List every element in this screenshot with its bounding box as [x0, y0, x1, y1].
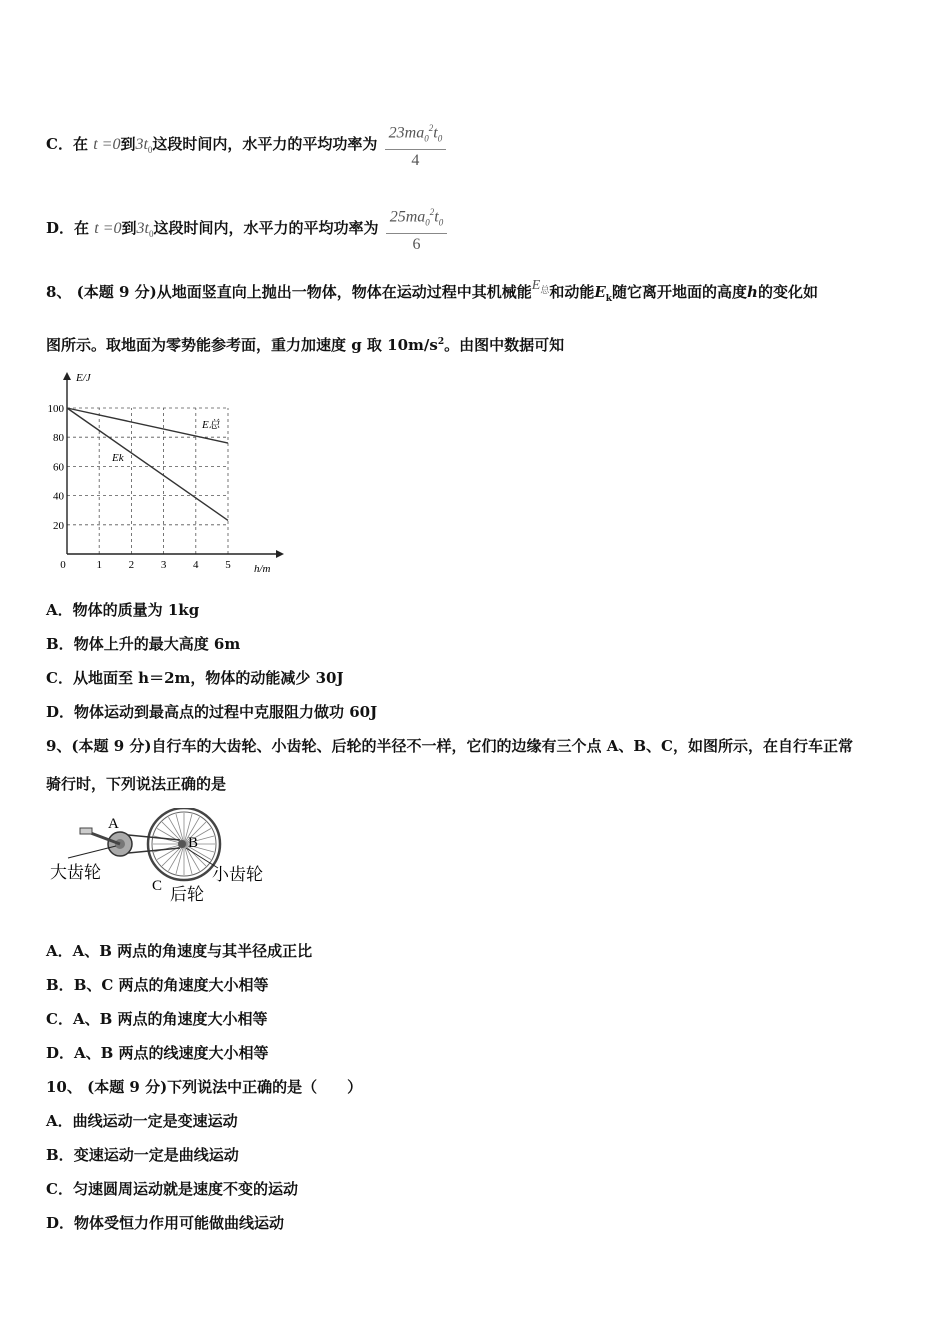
- x-tick-label: 4: [193, 559, 199, 571]
- option-label: D．: [46, 218, 75, 237]
- option-label: B．: [46, 635, 74, 653]
- option-label: C．: [46, 1180, 73, 1198]
- y-tick-label: 60: [53, 461, 64, 474]
- q10-option-b: [46, 1145, 239, 1165]
- q9-stem-line2: 骑行时，下列说法正确的是: [46, 775, 227, 793]
- q8-stem-line1: [46, 278, 818, 309]
- y-axis-arrow: [63, 372, 71, 380]
- q10-option-c: [46, 1179, 298, 1199]
- y-axis-label: E/J: [76, 372, 91, 384]
- option-text: 曲线运动一定是变速运动: [72, 1112, 238, 1130]
- series: [67, 408, 228, 520]
- option-label: C．: [46, 134, 73, 153]
- fraction: [385, 118, 447, 172]
- denominator: 4: [411, 151, 420, 169]
- q8-option-d: [46, 702, 377, 722]
- q8-option-c: [46, 668, 344, 688]
- option-text: 物体受恒力作用可能做曲线运动: [74, 1214, 285, 1232]
- q9-option-c: [46, 1009, 268, 1029]
- x-tick-label: 5: [225, 559, 231, 571]
- superscript: 2: [437, 337, 445, 347]
- point-c-label: C: [152, 878, 163, 894]
- option-label: B．: [46, 976, 74, 994]
- stem-text: 。由图中数据可知: [444, 336, 565, 354]
- option-text: 这段时间内，水平力的平均功率为: [153, 218, 379, 237]
- q9-option-b: [46, 975, 269, 995]
- math-t0: t =0: [94, 219, 122, 237]
- point-a-label: A: [108, 816, 119, 832]
- leader-big-gear: [68, 846, 116, 858]
- stem-text: 图所示。取地面为零势能参考面，重力加速度 g 取 10m/s: [46, 336, 438, 354]
- math-t0: t =0: [93, 135, 121, 153]
- option-label: A．: [46, 1112, 73, 1130]
- bicycle-gear-figure: [48, 808, 278, 912]
- y-tick-label: 40: [53, 490, 64, 503]
- option-text: 物体上升的最大高度 6m: [73, 635, 241, 653]
- x-tick-label: 3: [160, 559, 167, 571]
- option-text: A、B 两点的角速度大小相等: [72, 1010, 268, 1028]
- option-text: 从地面至 h＝2m，物体的动能减少 30J: [72, 669, 344, 687]
- small-gear: [178, 840, 186, 848]
- option-text: 到: [121, 218, 137, 237]
- option-label: B．: [46, 1146, 74, 1164]
- q8-option-b: [46, 634, 240, 654]
- math-ek: $E_k$: [594, 283, 613, 304]
- option-text: B、C 两点的角速度大小相等: [73, 976, 269, 994]
- q8-stem-line2: [46, 332, 564, 355]
- option-label: C．: [46, 1010, 73, 1028]
- q10-stem: 10、 (本题 9 分)下列说法中正确的是（ ）: [46, 1078, 363, 1096]
- x-axis-label: h/m: [254, 563, 271, 575]
- small-gear-label: 小齿轮: [212, 865, 263, 884]
- q7-option-c: [46, 118, 448, 172]
- option-label: A．: [46, 942, 73, 960]
- q9-option-a: [46, 941, 312, 961]
- big-gear-label: 大齿轮: [50, 863, 101, 882]
- option-text: 在: [72, 134, 88, 153]
- energy-height-chart: [40, 368, 290, 580]
- option-text: A、B 两点的角速度与其半径成正比: [72, 942, 313, 960]
- denominator: 6: [412, 235, 421, 253]
- q9-option-d: [46, 1043, 269, 1063]
- q7-option-d: [46, 202, 449, 256]
- x-tick-label: 2: [128, 559, 135, 571]
- y-tick-label: 80: [53, 432, 64, 445]
- point-b-label: B: [188, 835, 199, 851]
- q8-option-a: [46, 600, 199, 620]
- y-tick-label: 100: [47, 403, 64, 415]
- x-axis-arrow: [276, 550, 284, 558]
- option-text: 变速运动一定是曲线运动: [73, 1146, 239, 1164]
- stem-text: 和动能: [549, 283, 595, 301]
- option-text: A、B 两点的线速度大小相等: [74, 1044, 269, 1062]
- option-label: C．: [46, 669, 73, 687]
- origin-label: 0: [60, 559, 66, 571]
- axes: [60, 372, 284, 575]
- x-tick-label: 1: [96, 559, 102, 571]
- numerator: $23ma_0^2t_0$: [385, 118, 447, 150]
- math-3t0: $3t_0$: [136, 219, 154, 239]
- numerator: $25ma_0^2t_0$: [386, 202, 448, 234]
- stem-text: 的变化如: [757, 283, 818, 301]
- stem-text: 8、 (本题 9 分)从地面竖直向上抛出一物体，物体在运动过程中其机械能: [46, 283, 532, 301]
- stem-text: 随它离开地面的高度: [612, 283, 748, 301]
- y-tick-label: 20: [53, 519, 64, 532]
- series-label-ek: Ek: [112, 452, 124, 464]
- option-text: 这段时间内，水平力的平均功率为: [152, 134, 378, 153]
- option-label: D．: [46, 703, 75, 721]
- series-label-e-total: E总: [202, 419, 220, 431]
- option-text: 物体的质量为 1kg: [72, 601, 200, 619]
- q10-option-a: [46, 1111, 238, 1131]
- q9-stem-line1: 9、(本题 9 分)自行车的大齿轮、小齿轮、后轮的半径不一样，它们的边缘有三个点 A、B、C，如图所示，在自行车正常: [46, 737, 853, 755]
- option-text: 在: [74, 218, 90, 237]
- option-text: 到: [120, 134, 136, 153]
- option-label: D．: [46, 1044, 75, 1062]
- option-label: A．: [46, 601, 73, 619]
- math-3t0: $3t_0$: [135, 135, 153, 155]
- math-e-total: $E_总$: [531, 278, 550, 295]
- option-text: 物体运动到最高点的过程中克服阻力做功 60J: [74, 703, 378, 721]
- fraction: [386, 202, 448, 256]
- rear-wheel-label: 后轮: [170, 885, 204, 904]
- q10-option-d: [46, 1213, 284, 1233]
- option-label: D．: [46, 1214, 75, 1232]
- math-h: h: [747, 283, 758, 301]
- option-text: 匀速圆周运动就是速度不变的运动: [72, 1180, 298, 1198]
